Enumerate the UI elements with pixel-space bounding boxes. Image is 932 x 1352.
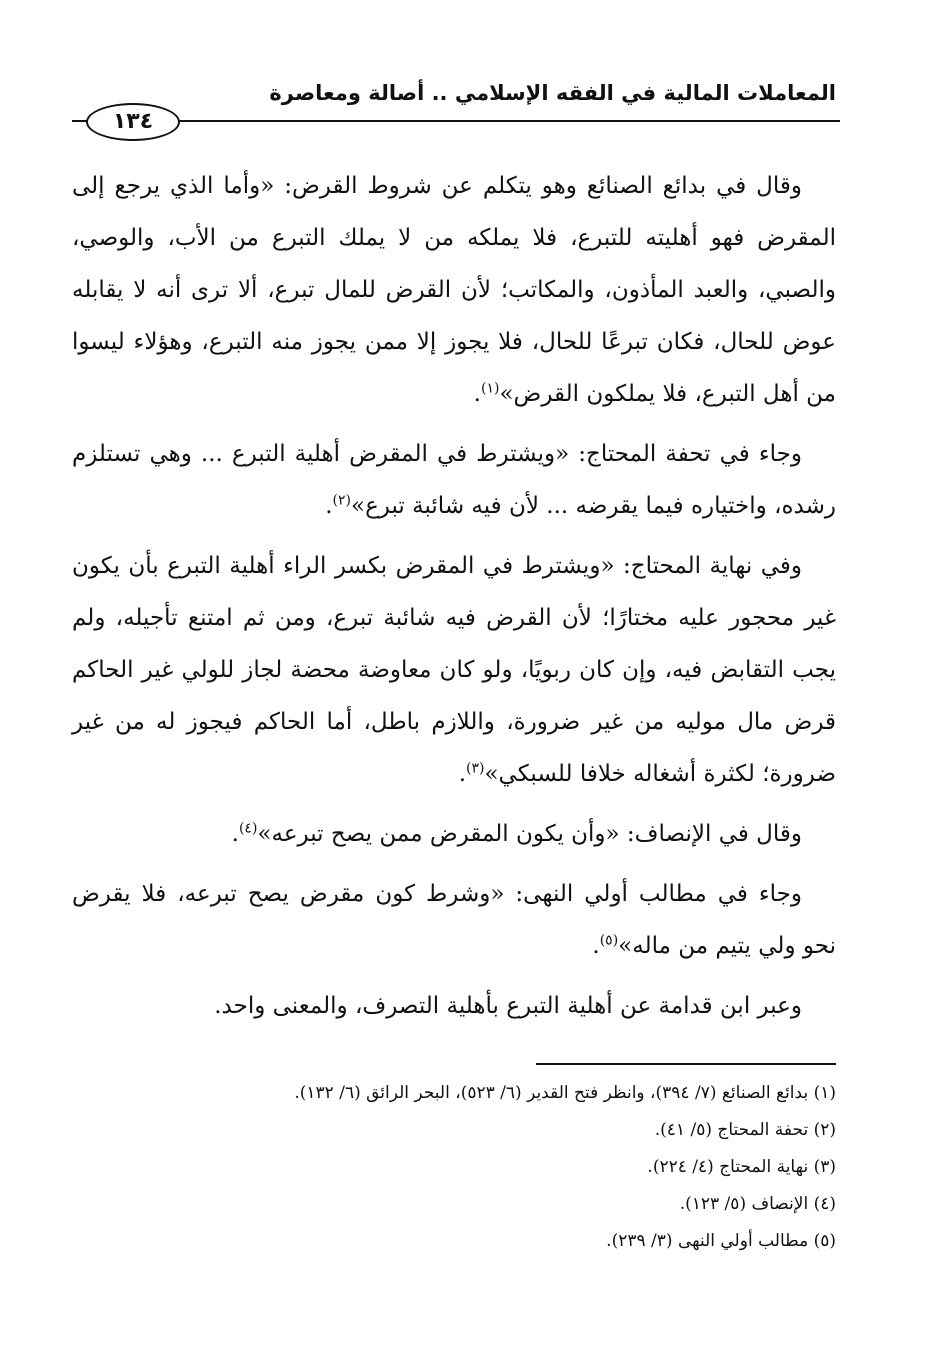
running-title: المعاملات المالية في الفقه الإسلامي .. أصالة ومعاصرة xyxy=(269,81,836,105)
paragraph: وقال في الإنصاف: «وأن يكون المقرض ممن يصح تبرعه»$^{(٤)}$. xyxy=(231,820,802,847)
footnote: (١) بدائع الصنائع (٧/ ٣٩٤)، وانظر فتح القدير (٦/ ٥٢٣)، البحر الرائق (٦/ ١٣٢). xyxy=(294,1083,836,1103)
paragraph: وعبر ابن قدامة عن أهلية التبرع بأهلية التصرف، والمعنى واحد. xyxy=(214,993,802,1019)
footnote-ref: (٤) xyxy=(238,820,258,837)
footnote-ref: (٢) xyxy=(332,492,351,509)
footnote: (٥) مطالب أولي النهى (٣/ ٢٣٩). xyxy=(606,1231,836,1251)
footnote: (٣) نهاية المحتاج (٤/ ٢٢٤). xyxy=(647,1157,836,1177)
header-rule xyxy=(72,120,840,122)
page-number: ١٣٤ xyxy=(86,103,180,141)
paragraph: وقال في بدائع الصنائع وهو يتكلم عن شروط القرض: «وأما الذي يرجع إلى المقرض فهو أهليته للتبرع، فلا يملكه من لا يملك التبرع من الأب، والوصي، والصبي، والعبد المأذون، والمكاتب؛ لأن القرض للمال تبرع، ألا ترى أنه لا يقابله عوض للحال، فكان تبرعًا للحال، فلا يجوز إلا ممن يجوز منه التبرع، وهؤلاء ليسوا من أهل التبرع، فلا يملكون القرض»$^{(١)}$. xyxy=(72,173,836,407)
main-text xyxy=(72,160,836,1040)
paragraph: وجاء في تحفة المحتاج: «ويشترط في المقرض أهلية التبرع ... وهي تستلزم رشده، واختياره فيما يقرضه ... لأن فيه شائبة تبرع»$^{(٢)}$. xyxy=(72,441,836,519)
footnote: (٤) الإنصاف (٥/ ١٢٣). xyxy=(679,1194,836,1214)
paragraph: وفي نهاية المحتاج: «ويشترط في المقرض بكسر الراء أهلية التبرع بأن يكون غير محجور عليه مختارًا؛ لأن القرض فيه شائبة تبرع، ومن ثم امتنع تأجيله، ولم يجب التقابض فيه، وإن كان ربويًا، ولو كان معاوضة محضة لجاز للولي غير الحاكم قرض مال موليه من غير ضرورة، واللازم باطل، أما الحاكم فيجوز له من غير ضرورة؛ لكثرة أشغاله خلافا للسبكي»$^{(٣)}$. xyxy=(72,553,836,787)
footnote-ref: (٣) xyxy=(466,760,485,777)
footnote-ref: (١) xyxy=(480,380,500,397)
footnote-ref: (٥) xyxy=(599,932,619,949)
footnote-separator xyxy=(536,1063,836,1065)
paragraph: وجاء في مطالب أولي النهى: «وشرط كون مقرض يصح تبرعه، فلا يقرض نحو ولي يتيم من ماله»$^{(٥)}$. xyxy=(72,881,836,959)
footnotes xyxy=(72,1075,836,1260)
footnote: (٢) تحفة المحتاج (٥/ ٤١). xyxy=(654,1120,836,1140)
